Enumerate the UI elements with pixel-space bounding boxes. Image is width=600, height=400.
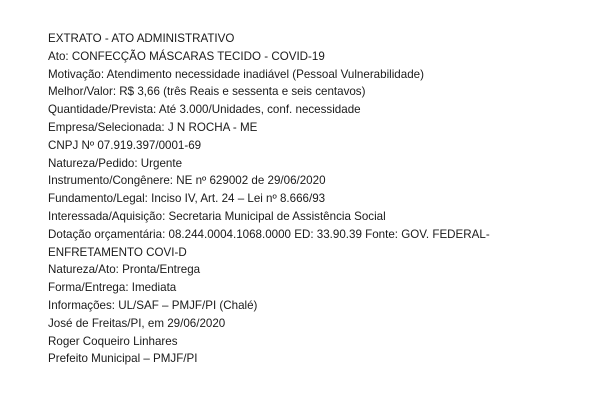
natureza-ato-line: Natureza/Ato: Pronta/Entrega [48, 263, 201, 277]
instrumento-line: Instrumento/Congênere: NE nº 629002 de 29/06/2020 [48, 174, 326, 188]
informacoes-line: Informações: UL/SAF – PMJF/PI (Chalé) [48, 298, 258, 312]
valor-line: Melhor/Valor: R$ 3,66 (três Reais e sessenta e seis centavos) [48, 85, 366, 99]
empresa-line: Empresa/Selecionada: J N ROCHA - ME [48, 120, 258, 134]
fundamento-line: Fundamento/Legal: Inciso IV, Art. 24 – Lei nº 8.666/93 [48, 192, 326, 206]
natureza-pedido-line: Natureza/Pedido: Urgente [48, 156, 183, 170]
motivacao-line: Motivação: Atendimento necessidade inadiável (Pessoal Vulnerabilidade) [48, 67, 424, 81]
place-date-line: José de Freitas/PI, em 29/06/2020 [48, 316, 226, 330]
document-extract [48, 30, 588, 368]
quantidade-line: Quantidade/Prevista: Até 3.000/Unidades, conf. necessidade [48, 103, 361, 117]
interessada-line: Interessada/Aquisição: Secretaria Municipal de Assistência Social [48, 209, 386, 223]
document-title: EXTRATO - ATO ADMINISTRATIVO [48, 32, 235, 45]
cnpj-line: CNPJ Nº 07.919.397/0001-69 [48, 138, 202, 152]
dotacao-line: Dotação orçamentária: 08.244.0004.1068.0000 ED: 33.90.39 Fonte: GOV. FEDERAL- [48, 227, 490, 241]
signer-name: Roger Coqueiro Linhares [48, 334, 178, 348]
dotacao-continuation-line: ENFRETAMENTO COVI-D [48, 245, 187, 259]
ato-line: Ato: CONFECÇÃO MÁSCARAS TECIDO - COVID-19 [48, 49, 325, 63]
signer-title: Prefeito Municipal – PMJF/PI [48, 352, 198, 366]
forma-entrega-line: Forma/Entrega: Imediata [48, 281, 177, 295]
